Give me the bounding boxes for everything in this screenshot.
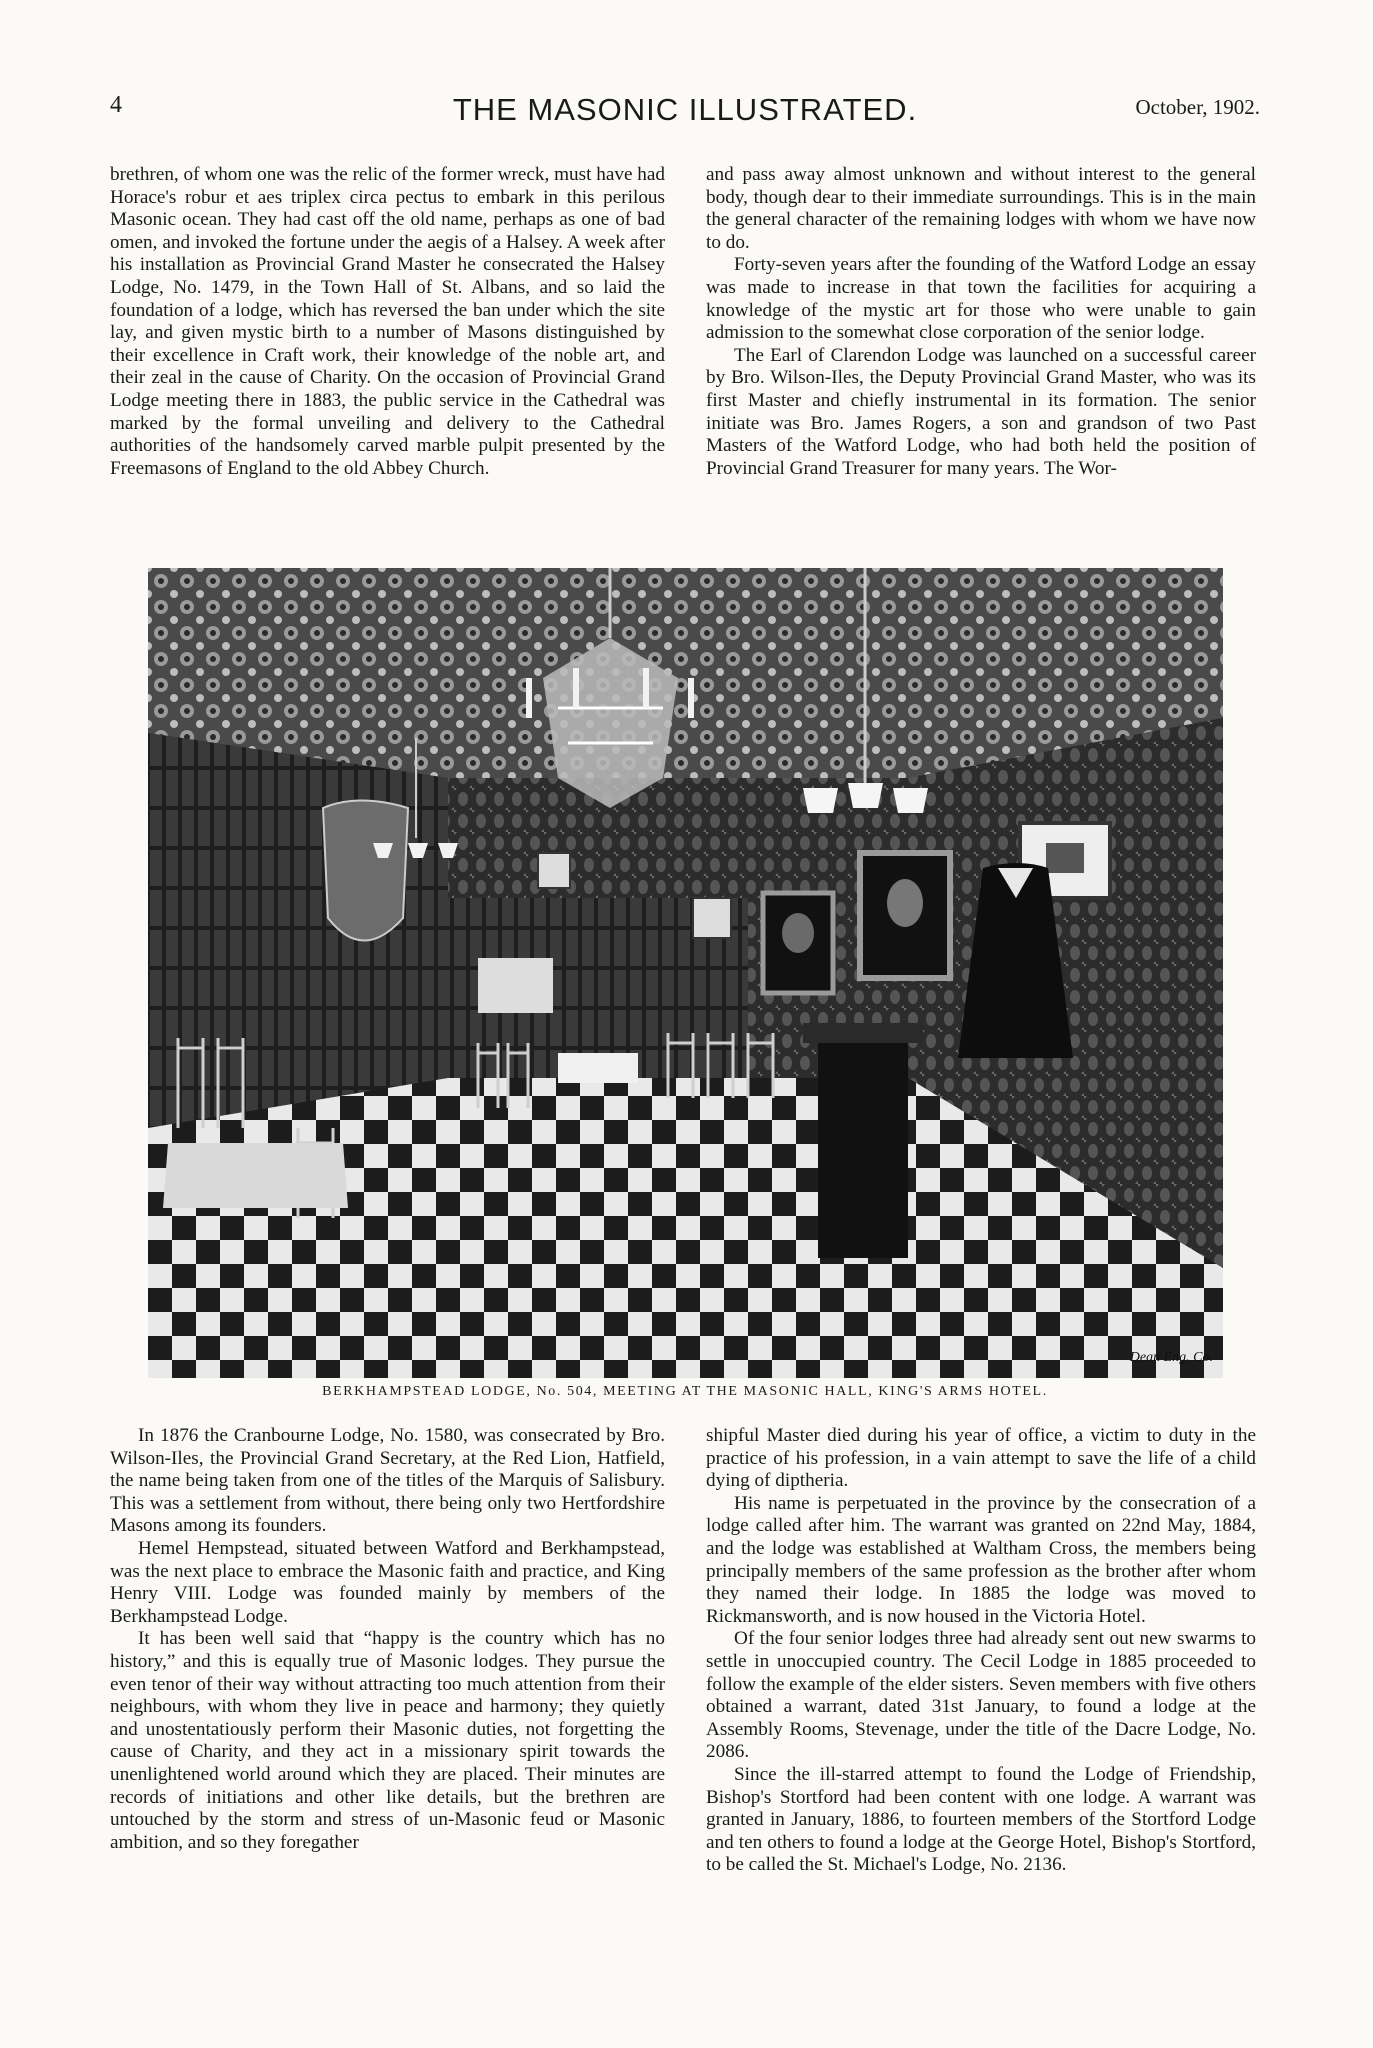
paragraph: shipful Master died during his year of office, a victim to duty in the practice of his profession, in a vain attempt to save the life of a child dying of diptheria. <box>706 1425 1256 1492</box>
column-top-right <box>706 164 1256 480</box>
issue-date: October, 1902. <box>1135 95 1260 119</box>
paragraph: His name is perpetuated in the province by the consecration of a lodge called after him. The warrant was granted on 22nd May, 1884, and the lodge was established at Waltham Cross, the members being principally members of the same profession as the brother after whom they named their lodge. In 1885 the lodge was moved to Rickmansworth, and is now housed in the Victoria Hotel. <box>706 1492 1256 1627</box>
engraver-mark: Dean Eng. Co. <box>1129 1350 1213 1365</box>
paragraph: Since the ill-starred attempt to found the Lodge of Friendship, Bishop's Stortford had been content with one lodge. A warrant was granted in January, 1886, to fourteen members of the Stortford Lodge and ten others to found a lodge at the George Hotel, Bishop's Stortford, to be called the St. Michael's Lodge, No. 2136. <box>706 1763 1256 1876</box>
paragraph: Of the four senior lodges three had already sent out new swarms to settle in unoccupied country. The Cecil Lodge in 1885 proceeded to follow the example of the elder sisters. Seven members with five others obtained a warrant, dated 31st January, to found a lodge at the Assembly Rooms, Stevenage, under the title of the Dacre Lodge, No. 2086. <box>706 1628 1256 1763</box>
photo-caption: BERKHAMPSTEAD LODGE, No. 504, MEETING AT THE MASONIC HALL, KING'S ARMS HOTEL. <box>322 1384 1048 1399</box>
paragraph: and pass away almost unknown and without interest to the general body, though dear to their immediate surroundings. This is in the main the general character of the remaining lodges with whom we have now to do. <box>706 164 1256 253</box>
lodge-room-photograph <box>148 568 1223 1378</box>
paragraph: Forty-seven years after the founding of the Watford Lodge an essay was made to increase in that town the facilities for acquiring a knowledge of the mystic art for those who were unable to gain admission to the somewhat close corporation of the senior lodge. <box>706 254 1256 344</box>
page-header <box>110 92 1260 132</box>
column-top-left <box>110 164 665 480</box>
paragraph: It has been well said that “happy is the country which has no history,” and this is equally true of Masonic lodges. They pursue the even tenor of their way without attracting too much attention from their neighbours, with whom they live in peace and harmony; they quietly and unostentatiously perform their Masonic duties, not forgetting the cause of Charity, and they act in a missionary spirit towards the unenlightened world around which they are placed. Their minutes are records of initiations and other like details, but the brethren are untouched by the storm and stress of un-Masonic feud or Masonic ambition, and so they foregather <box>110 1628 665 1853</box>
column-bottom-left <box>110 1425 665 1854</box>
paragraph: The Earl of Clarendon Lodge was launched on a successful career by Bro. Wilson-Iles, the Deputy Provincial Grand Master, who was its first Master and chiefly instrumental in its formation. The senior initiate was Bro. James Rogers, a son and grandson of two Past Masters of the Watford Lodge, who had both held the position of Provincial Grand Treasurer for many years. The Wor- <box>706 344 1256 479</box>
column-bottom-right <box>706 1425 1256 1877</box>
page-number: 4 <box>110 92 122 118</box>
paragraph: In 1876 the Cranbourne Lodge, No. 1580, was consecrated by Bro. Wilson-Iles, the Provincial Grand Secretary, at the Red Lion, Hatfield, the name being taken from one of the titles of the Marquis of Salisbury. This was a settlement from without, there being only two Hertfordshire Masons among its founders. <box>110 1425 665 1537</box>
paragraph: Hemel Hempstead, situated between Watford and Berkhampstead, was the next place to embrace the Masonic faith and practice, and King Henry VIII. Lodge was founded mainly by members of the Berkhampstead Lodge. <box>110 1537 665 1627</box>
publication-title: THE MASONIC ILLUSTRATED. <box>452 92 918 127</box>
paragraph: brethren, of whom one was the relic of the former wreck, must have had Horace's robur et aes triplex circa pectus to embark in this perilous Masonic ocean. They had cast off the old name, perhaps as one of bad omen, and invoked the fortune under the aegis of a Halsey. A week after his installation as Provincial Grand Master he consecrated the Halsey Lodge, No. 1479, in the Town Hall of St. Albans, and so laid the foundation of a lodge, which has reversed the ban under which the site lay, and given mystic birth to a number of Masons distinguished by their excellence in Craft work, their knowledge of the noble art, and their zeal in the cause of Charity. On the occasion of Provincial Grand Lodge meeting there in 1883, the public service in the Cathedral was marked by the formal unveiling and delivery to the Cathedral authorities of the handsomely carved marble pulpit presented by the Freemasons of England to the old Abbey Church. <box>110 164 665 479</box>
